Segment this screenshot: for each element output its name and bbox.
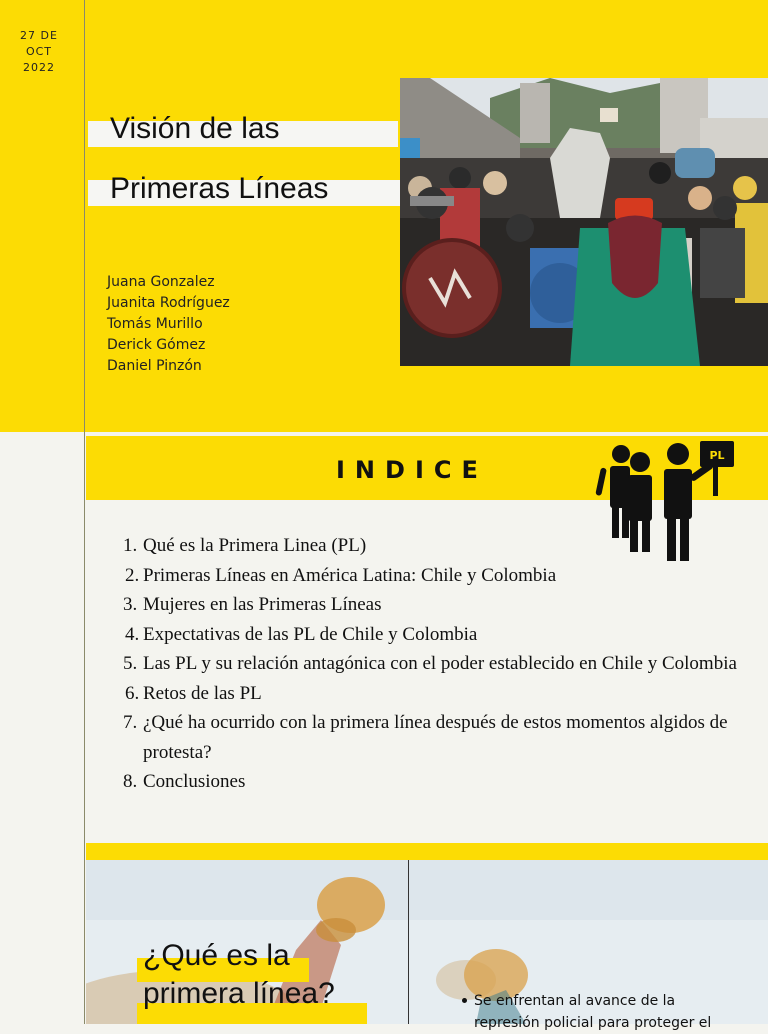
bullet-text-line: Se enfrentan al avance de la xyxy=(474,993,676,1009)
author-name: Tomás Murillo xyxy=(107,316,203,332)
date-year: 2022 xyxy=(23,61,55,74)
list-item xyxy=(125,561,743,591)
list-item xyxy=(123,531,743,561)
item-text: Qué es la Primera Linea (PL) xyxy=(143,535,367,556)
bullet-text xyxy=(474,990,711,1034)
title-line-2: Primeras Líneas xyxy=(110,172,329,205)
item-text: Retos de las PL xyxy=(143,682,262,704)
list-item xyxy=(123,590,743,620)
item-text: Primeras Líneas en América Latina: Chile y Colombia xyxy=(143,564,557,586)
list-item xyxy=(125,620,743,650)
author-name: Juanita Rodríguez xyxy=(107,295,230,311)
question-line-2: primera línea? xyxy=(143,977,335,1010)
item-number: 6. xyxy=(125,682,140,704)
item-number: 7. xyxy=(123,712,138,733)
item-text: Expectativas de las PL de Chile y Colombia xyxy=(143,623,478,645)
item-number: 3. xyxy=(123,594,138,615)
item-text: Mujeres en las Primeras Líneas xyxy=(143,594,382,615)
sign-label: PL xyxy=(709,449,725,462)
date-day: 27 DE xyxy=(20,29,58,42)
item-number: 8. xyxy=(123,771,138,792)
index-list xyxy=(123,531,743,797)
list-item xyxy=(123,649,743,679)
author-list xyxy=(107,272,230,377)
author-name: Derick Gómez xyxy=(107,337,206,353)
vertical-rule xyxy=(84,0,85,1024)
section-column-rule xyxy=(408,860,409,1024)
item-text: Conclusiones xyxy=(143,771,246,792)
section-divider xyxy=(86,843,768,860)
item-number: 1. xyxy=(123,535,138,556)
item-number: 5. xyxy=(123,653,138,674)
index-heading: INDICE xyxy=(336,456,488,484)
date-label xyxy=(0,28,78,76)
list-item xyxy=(123,708,743,767)
protest-photo xyxy=(400,78,768,366)
title-line-1: Visión de las xyxy=(110,112,280,145)
item-text: Las PL y su relación antagónica con el poder establecido en Chile y Colombia xyxy=(143,653,737,674)
author-name: Juana Gonzalez xyxy=(107,274,215,290)
item-number: 4. xyxy=(125,623,140,645)
question-line-1: ¿Qué es la xyxy=(143,939,290,972)
item-text: ¿Qué ha ocurrido con la primera línea después de estos momentos algidos de protesta? xyxy=(143,712,728,763)
author-name: Daniel Pinzón xyxy=(107,358,202,374)
date-month: OCT xyxy=(25,45,53,58)
list-item xyxy=(125,679,743,709)
bullet-text-line: represión policial para proteger el xyxy=(474,1015,712,1031)
item-number: 2. xyxy=(125,564,140,586)
bullet-dot xyxy=(462,998,467,1003)
list-item xyxy=(123,767,743,797)
